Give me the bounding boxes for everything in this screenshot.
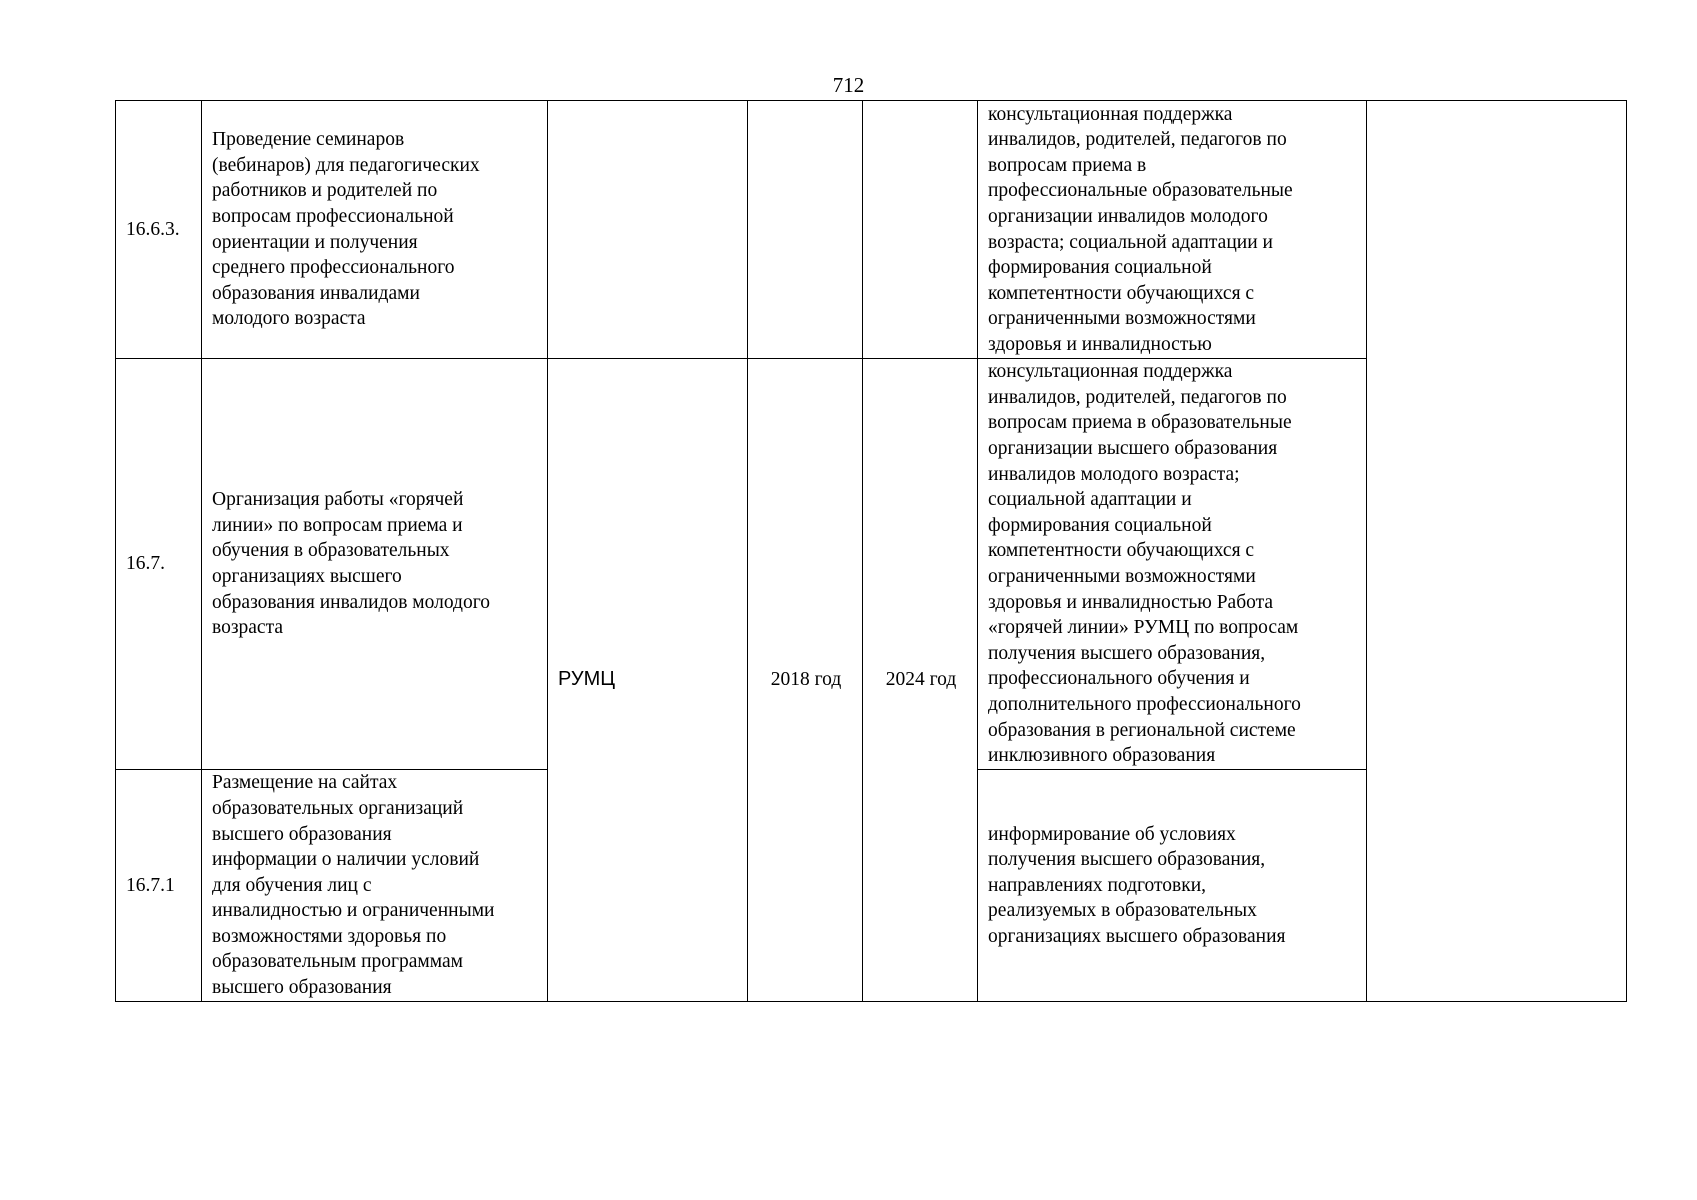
row-number: 16.6.3. [116, 101, 202, 359]
executor: РУМЦ [548, 359, 748, 1002]
notes-cell [1367, 101, 1627, 1002]
start-year: 2018 год [748, 359, 863, 1002]
table-row [116, 101, 1627, 359]
measure-title: Размещение на сайтах образовательных организаций высшего образования информации о наличии условий для обучения лиц с инвалидностью и ограниченными возможностями здоровья по образовательным программам высшего образования [202, 770, 548, 1002]
measure-title: Организация работы «горячей линии» по вопросам приема и обучения в образовательных организациях высшего образования инвалидов молодого возраста [202, 359, 548, 770]
expected-result: информирование об условиях получения высшего образования, направлениях подготовки, реализуемых в образовательных организациях высшего образования [978, 770, 1367, 1002]
executor-cell [548, 101, 748, 359]
expected-result: консультационная поддержка инвалидов, родителей, педагогов по вопросам приема в профессиональные образовательные организации инвалидов молодого возраста; социальной адаптации и формирования социальной компетентности обучающихся с ограниченными возможностями здоровья и инвалидностью [978, 101, 1367, 359]
end-year: 2024 год [863, 359, 978, 1002]
page-number: 712 [832, 73, 865, 97]
row-number: 16.7. [116, 359, 202, 770]
row-number: 16.7.1 [116, 770, 202, 1002]
measure-title: Проведение семинаров (вебинаров) для педагогических работников и родителей по вопросам профессиональной ориентации и получения среднего профессионального образования инвалидами молодого возраста [202, 101, 548, 359]
end-cell [863, 101, 978, 359]
expected-result: консультационная поддержка инвалидов, родителей, педагогов по вопросам приема в образовательные организации высшего образования инвалидов молодого возраста; социальной адаптации и формирования социальной компетентности обучающихся с ограниченными возможностями здоровья и инвалидностью Работа «горячей линии» РУМЦ по вопросам получения высшего образования, профессионального обучения и дополнительного профессионального образования в региональной системе инклюзивного образования [978, 359, 1367, 770]
start-cell [748, 101, 863, 359]
measures-table [115, 100, 1627, 1002]
